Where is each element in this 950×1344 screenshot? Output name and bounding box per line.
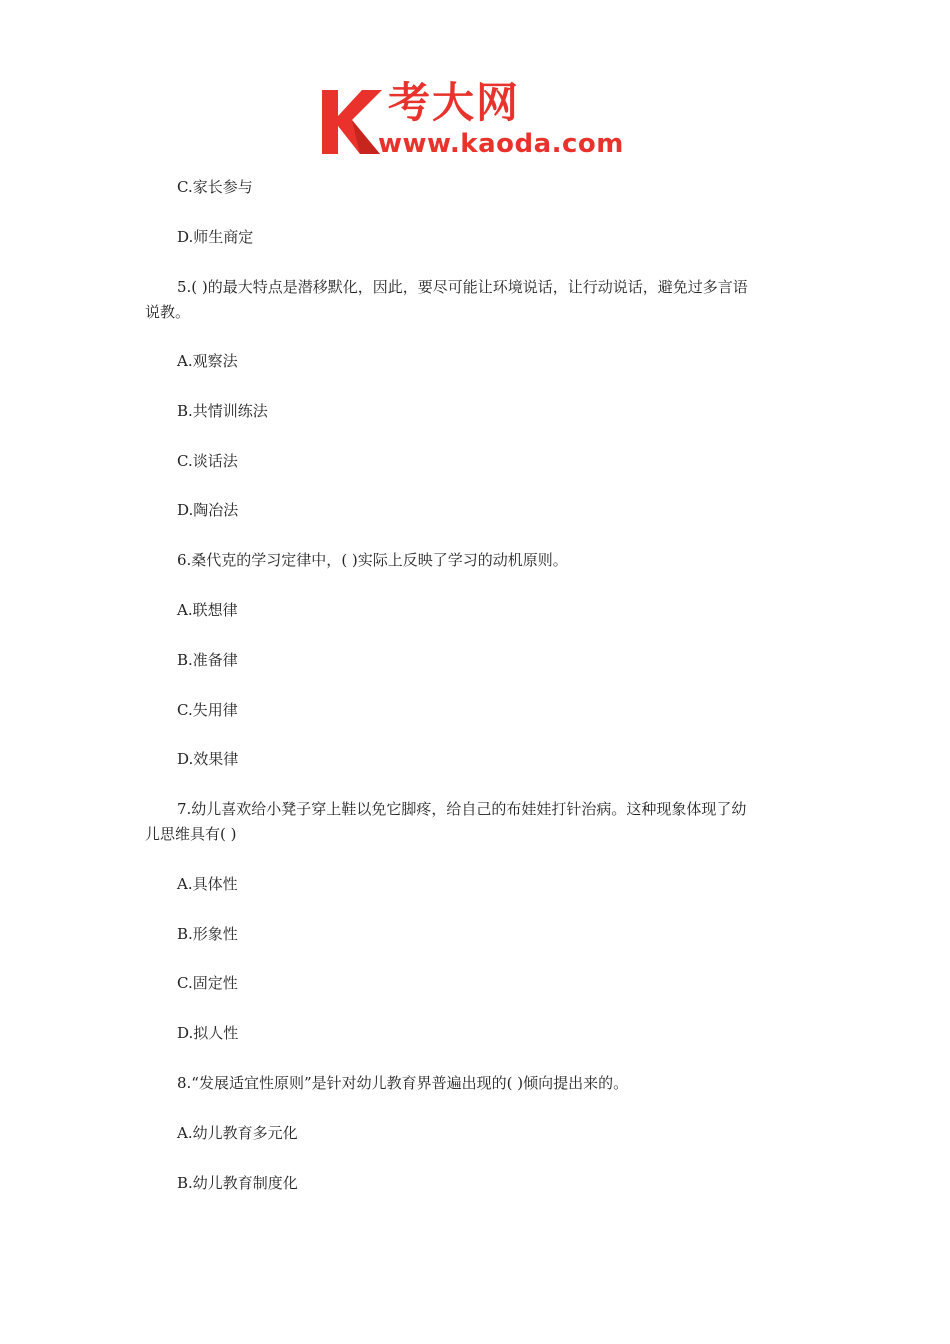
q8-option-b: B.幼儿教育制度化 xyxy=(177,1174,298,1192)
q8-option-a: A.幼儿教育多元化 xyxy=(177,1124,298,1142)
q6-stem: 6.桑代克的学习定律中，( )实际上反映了学习的动机原则。 xyxy=(177,551,568,569)
q5-option-d: D.陶冶法 xyxy=(177,501,239,519)
q6-option-b: B.准备律 xyxy=(177,651,238,669)
q5-stem-line2: 说教。 xyxy=(145,303,191,321)
q5-stem-line1: 5.( )的最大特点是潜移默化，因此，要尽可能让环境说话，让行动说话，避免过多言语 xyxy=(177,278,748,296)
logo-chinese-name: 考大网 xyxy=(388,78,521,127)
q5-option-b: B.共情训练法 xyxy=(177,402,268,420)
q7-option-c: C.固定性 xyxy=(177,974,238,992)
logo-url: www.kaoda.com xyxy=(378,129,624,159)
q6-option-c: C.失用律 xyxy=(177,701,238,719)
q7-stem-line2: 儿思维具有( ) xyxy=(145,825,237,843)
q4-option-d: D.师生商定 xyxy=(177,228,254,246)
q7-option-b: B.形象性 xyxy=(177,925,238,943)
q7-option-d: D.拟人性 xyxy=(177,1024,239,1042)
q5-option-c: C.谈话法 xyxy=(177,452,238,470)
q7-stem-line1: 7.幼儿喜欢给小凳子穿上鞋以免它脚疼，给自己的布娃娃打针治病。这种现象体现了幼 xyxy=(177,800,747,818)
q5-option-a: A.观察法 xyxy=(177,352,238,370)
q6-option-a: A.联想律 xyxy=(177,601,238,619)
q6-option-d: D.效果律 xyxy=(177,750,239,768)
q8-stem: 8.“发展适宜性原则”是针对幼儿教育界普遍出现的( )倾向提出来的。 xyxy=(177,1074,629,1092)
q7-option-a: A.具体性 xyxy=(177,875,238,893)
q4-option-c: C.家长参与 xyxy=(177,178,253,196)
